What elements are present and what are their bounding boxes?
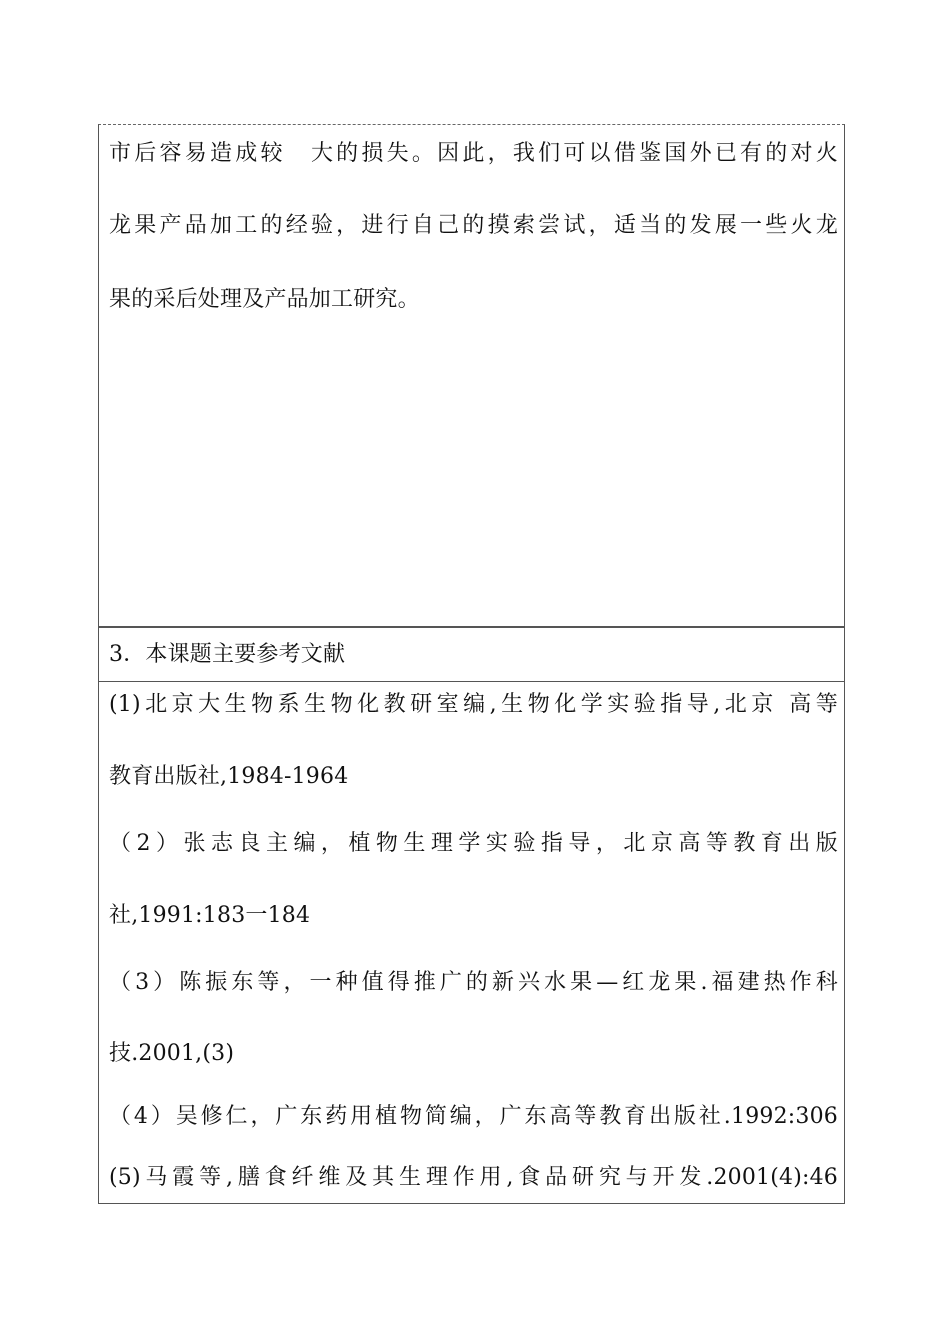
references-heading-cell <box>98 628 845 682</box>
reference-2-line-2: 社,1991:183一184 <box>109 903 311 928</box>
reference-1-line-2: 教育出版社,1984-1964 <box>109 764 349 789</box>
reference-3-line-1: （3）陈振东等，一种值得推广的新兴水果—红龙果.福建热作科 <box>109 970 838 995</box>
references-list-cell <box>98 682 845 1204</box>
background-section-cell <box>98 124 845 628</box>
reference-5-line: (5)马霞等,膳食纤维及其生理作用,食品研究与开发.2001(4):46 <box>109 1165 838 1190</box>
reference-1-line-1: (1)北京大生物系生物化教研室编,生物化学实验指导,北京 高等 <box>109 692 838 717</box>
references-heading: 3．本课题主要参考文献 <box>109 642 346 667</box>
paragraph-line-3: 果的采后处理及产品加工研究。 <box>109 287 420 312</box>
paragraph-line-1: 市后容易造成较 大的损失。因此，我们可以借鉴国外已有的对火 <box>109 141 838 166</box>
reference-3-line-2: 技.2001,(3) <box>109 1041 235 1066</box>
reference-2-line-1: （2）张志良主编，植物生理学实验指导，北京高等教育出版 <box>109 831 838 856</box>
proposal-table <box>98 124 845 1204</box>
reference-4-line: （4）吴修仁，广东药用植物简编，广东高等教育出版社.1992:306 <box>109 1104 838 1129</box>
paragraph-line-2: 龙果产品加工的经验，进行自己的摸索尝试，适当的发展一些火龙 <box>109 213 838 238</box>
